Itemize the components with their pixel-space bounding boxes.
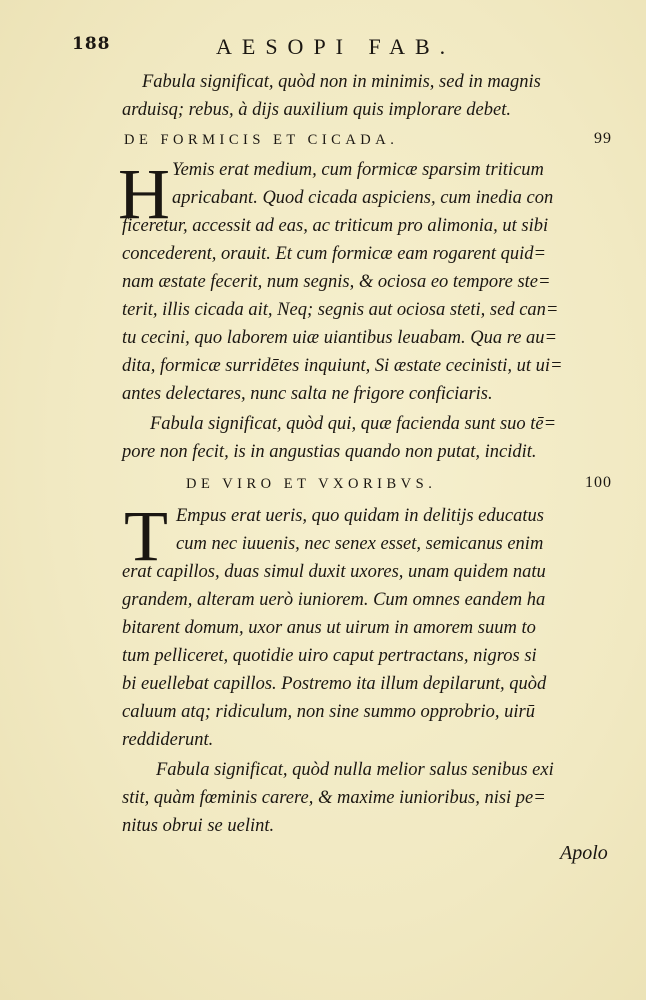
text-line: concederent, orauit. Et cum formicæ eam rogarent quid= xyxy=(122,244,547,264)
fable-heading xyxy=(124,132,612,152)
text-line: erat capillos, duas simul duxit uxores, unam quidem natu xyxy=(122,562,546,582)
catchword: Apolo xyxy=(560,842,608,864)
running-title: AESOPI FAB. xyxy=(216,34,456,59)
text-line: Fabula significat, quòd non in minimis, sed in magnis xyxy=(142,72,541,92)
text-line: nam æstate fecerit, num segnis, & ociosa eo tempore ste= xyxy=(122,272,551,292)
text-line: tu cecini, quo laborem uiæ uiantibus leuabam. Qua re au= xyxy=(122,328,558,348)
fable-title: DE FORMICIS ET CICADA. xyxy=(124,132,399,148)
drop-initial: H xyxy=(118,154,170,234)
text-line: Yemis erat medium, cum formicæ sparsim triticum xyxy=(172,160,544,180)
text-line: Fabula significat, quòd qui, quæ facienda sunt suo tē= xyxy=(150,414,557,434)
text-line: apricabant. Quod cicada aspiciens, cum inedia con xyxy=(172,188,554,208)
text-line: dita, formicæ surridētes inquiunt, Si æstate cecinisti, ut ui= xyxy=(122,356,563,376)
text-line: bitarent domum, uxor anus ut uirum in amorem suum to xyxy=(122,618,536,638)
page-header xyxy=(72,34,592,60)
text-line: stit, quàm fœminis carere, & maxime iunioribus, nisi pe= xyxy=(122,788,546,808)
text-line: tum pelliceret, quotidie uiro caput pertractans, nigros si xyxy=(122,646,537,666)
fable-number: 100 xyxy=(585,474,612,491)
text-line: pore non fecit, is in angustias quando non putat, incidit. xyxy=(122,442,537,462)
text-line: Fabula significat, quòd nulla melior salus senibus exi xyxy=(156,760,554,780)
text-line: nitus obrui se uelint. xyxy=(122,816,275,836)
text-line: arduisq; rebus, à dijs auxilium quis implorare debet. xyxy=(122,100,511,120)
page-number: 188 xyxy=(72,34,111,54)
fable-number: 99 xyxy=(594,130,612,147)
text-line: cum nec iuuenis, nec senex esset, semicanus enim xyxy=(176,534,544,554)
fable-heading xyxy=(124,476,612,496)
text-line: Empus erat ueris, quo quidam in delitijs educatus xyxy=(176,506,544,526)
drop-initial: T xyxy=(124,496,168,576)
text-line: bi euellebat capillos. Postremo ita illum depilarunt, quòd xyxy=(122,674,547,694)
fable-title: DE VIRO ET VXORIBVS. xyxy=(186,476,437,492)
text-line: caluum atq; ridiculum, non sine summo opprobrio, uirū xyxy=(122,702,535,722)
text-line: ficeretur, accessit ad eas, ac triticum pro alimonia, ut sibi xyxy=(122,216,549,236)
text-line: reddiderunt. xyxy=(122,730,214,750)
text-line: grandem, alteram uerò iuniorem. Cum omnes eandem ha xyxy=(122,590,546,610)
text-line: terit, illis cicada ait, Neq; segnis aut ociosa steti, sed can= xyxy=(122,300,559,320)
text-line: antes delectares, nunc salta ne frigore conficiaris. xyxy=(122,384,493,404)
